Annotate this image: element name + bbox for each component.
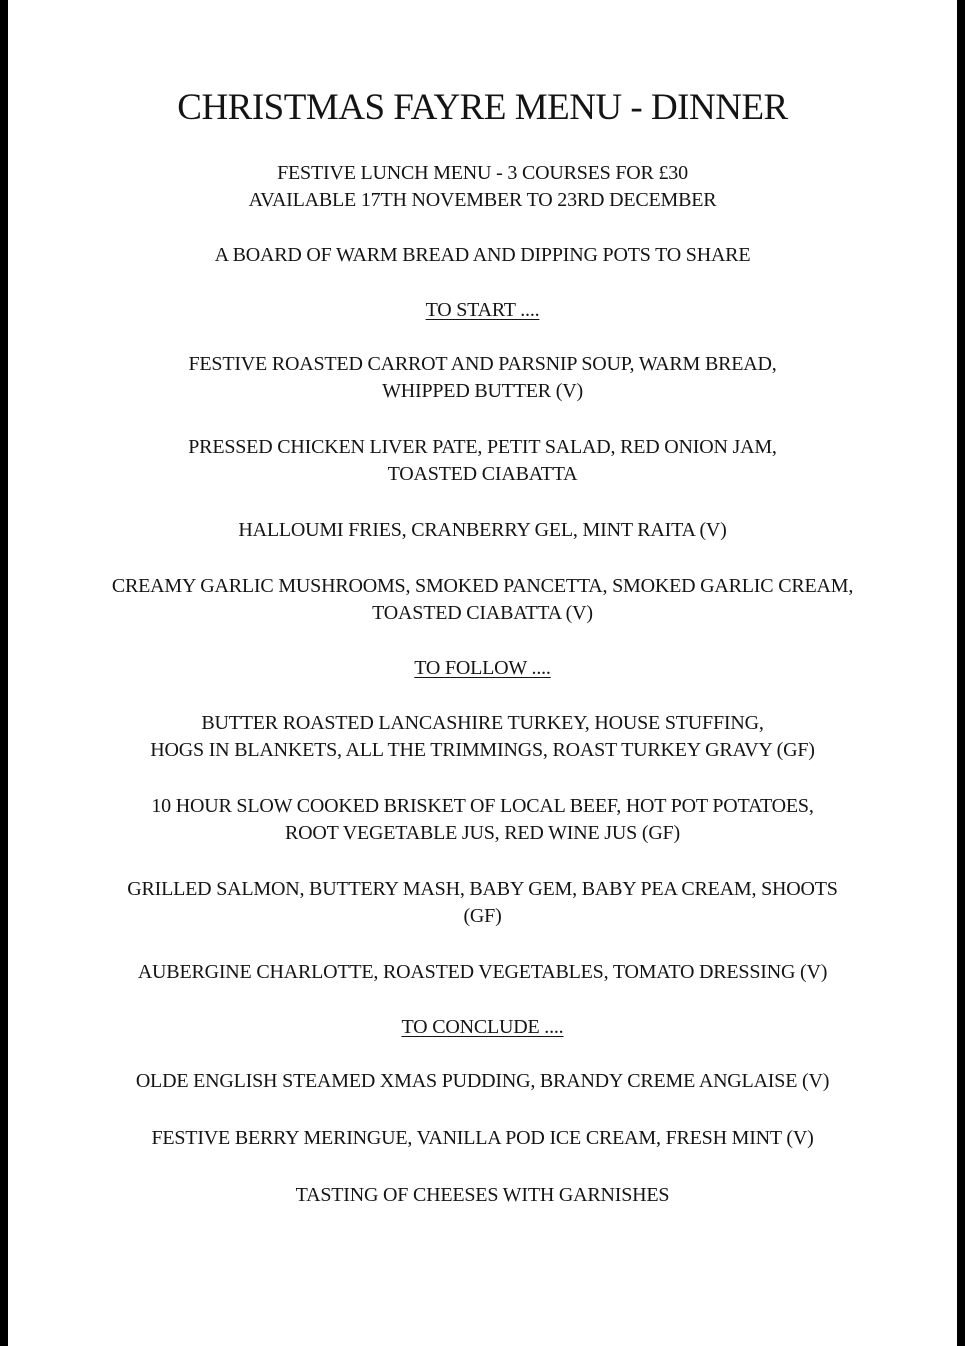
mains-heading (8, 655, 957, 682)
dessert-pudding-line-1: OLDE ENGLISH STEAMED XMAS PUDDING, BRANDY CREME ANGLAISE (V) (135, 1070, 830, 1092)
main-turkey-line-1: BUTTER ROASTED LANCASHIRE TURKEY, HOUSE STUFFING, (201, 712, 764, 734)
mains-heading-label: TO FOLLOW .... (414, 657, 551, 679)
dessert-cheeses-line-1: TASTING OF CHEESES WITH GARNISHES (295, 1184, 670, 1206)
menu-page (8, 0, 957, 1346)
starter-soup-line-2: WHIPPED BUTTER (V) (382, 380, 583, 402)
starter-soup-line-1: FESTIVE ROASTED CARROT AND PARSNIP SOUP, WARM BREAD, (188, 353, 777, 375)
starter-pate-line-1: PRESSED CHICKEN LIVER PATE, PETIT SALAD, RED ONION JAM, (188, 436, 777, 458)
main-turkey-line-2: HOGS IN BLANKETS, ALL THE TRIMMINGS, ROAST TURKEY GRAVY (GF) (150, 739, 815, 761)
main-brisket-line-1: 10 HOUR SLOW COOKED BRISKET OF LOCAL BEEF, HOT POT POTATOES, (151, 795, 814, 817)
starters-heading-label: TO START .... (425, 299, 540, 321)
availability-dates-text: AVAILABLE 17TH NOVEMBER TO 23RD DECEMBER (248, 189, 717, 211)
starter-mushrooms-line-2: TOASTED CIABATTA (V) (372, 602, 593, 624)
main-brisket-line-2: ROOT VEGETABLE JUS, RED WINE JUS (GF) (285, 822, 680, 844)
main-salmon-line-1: GRILLED SALMON, BUTTERY MASH, BABY GEM, BABY PEA CREAM, SHOOTS (127, 878, 838, 900)
starter-pate-line-2: TOASTED CIABATTA (387, 463, 578, 485)
desserts-heading (8, 1014, 957, 1041)
bread-board-text: A BOARD OF WARM BREAD AND DIPPING POTS TO SHARE (214, 244, 751, 266)
main-aubergine-line-1: AUBERGINE CHARLOTTE, ROASTED VEGETABLES, TOMATO DRESSING (V) (137, 961, 828, 983)
menu-title: CHRISTMAS FAYRE MENU - DINNER (177, 87, 788, 128)
lunch-offer-text: FESTIVE LUNCH MENU - 3 COURSES FOR £30 (277, 162, 688, 184)
desserts-heading-label: TO CONCLUDE .... (401, 1016, 564, 1038)
starter-mushrooms-line-1: CREAMY GARLIC MUSHROOMS, SMOKED PANCETTA, SMOKED GARLIC CREAM, (111, 575, 854, 597)
main-salmon-line-2: (GF) (463, 905, 502, 927)
starter-halloumi-line-1: HALLOUMI FRIES, CRANBERRY GEL, MINT RAITA (V) (238, 519, 727, 541)
starters-heading (8, 297, 957, 324)
dessert-meringue-line-1: FESTIVE BERRY MERINGUE, VANILLA POD ICE CREAM, FRESH MINT (V) (151, 1127, 814, 1149)
